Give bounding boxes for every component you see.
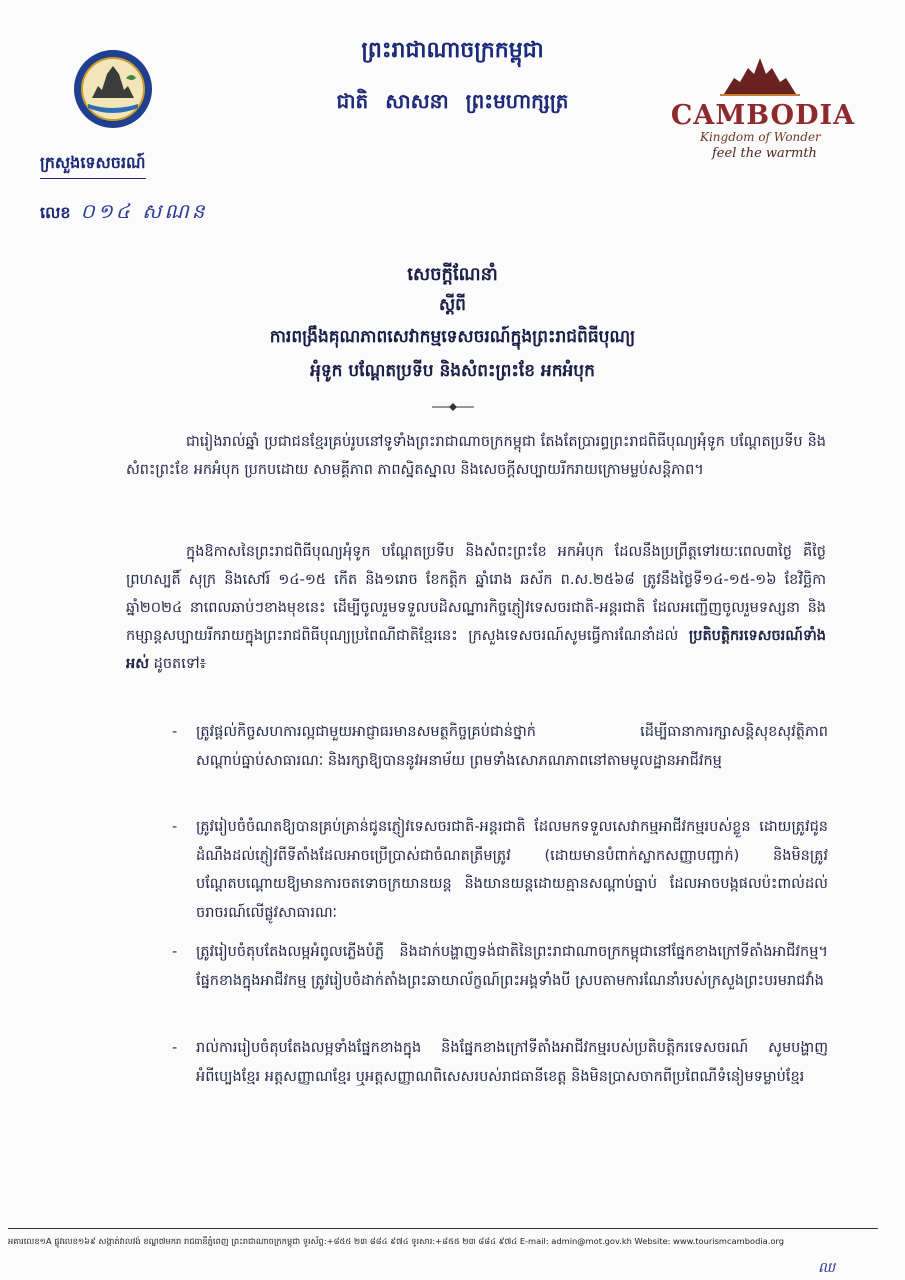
bullet-dash: - — [172, 819, 178, 835]
footer-contact: អគារលេខ១A ផ្លូវលេខ១៦៩ សង្កាត់វាលវង់ ខណ្ឌ៧មករា រាជធានីភ្នំពេញ ព្រះរាជាណាចក្រកម្ពុជា ទូរស័ព្ទ:+៨៥៥ ២៣ ៨៨៤ ៩៧៤ ទូរសារ:+៨៥៥ ២៣ ៨៨៤ ៩៧៤ E-mail: admin@mot.gov.kh Website: www.tourismcambodia.org — [8, 1236, 784, 1246]
footer-divider — [8, 1228, 878, 1229]
reference-prefix: លេខ — [40, 203, 71, 222]
document-subject-line1: ការពង្រឹងគុណភាពសេវាកម្មទេសចរណ៍ក្នុងព្រះរាជពិធីបុណ្យ — [269, 327, 636, 347]
list-item-text: រាល់ការរៀបចំតុបតែងលម្អទាំងផ្នែកខាងក្នុង និងផ្នែកខាងក្រៅទីតាំងអាជីវកម្មរបស់ប្រតិបត្តិករទេសចរណ៍ សូមបង្ហាញអំពីប្បេងខ្មែរ អត្តសញ្ញាណខ្មែរ ឬអត្តសញ្ញាណពិសេសរបស់រាជធានីខេត្ត និងមិនប្រាសចាកពីប្រពៃណីទំនៀមទម្លាប់ខ្មែរ — [196, 1040, 828, 1085]
national-motto: ជាតិ សាសនា ព្រះមហាក្សត្រ — [336, 89, 569, 113]
document-subject-line2: អុំទូក បណ្តែតប្រទីប និងសំពះព្រះខែ អកអំបុក — [310, 361, 595, 381]
list-item — [172, 813, 828, 927]
divider-ornament-icon — [430, 402, 476, 412]
list-item-text: ត្រូវផ្តល់កិច្ចសហការល្អជាមួយអាជ្ញាធរមានសមត្ថកិច្ចគ្រប់ជាន់ថ្នាក់ ដើម្បីធានាការក្សាសន្តិសុខសុវត្ថិភាព សណ្តាប់ធ្នាប់សាធារណៈ និងរក្សាឱ្យបាននូវអនាម័យ ព្រមទាំងសោភណភាពនៅតាមមូលដ្ឋានអាជីវកម្ម — [196, 724, 828, 769]
bullet-dash: - — [172, 944, 178, 960]
list-item — [172, 1034, 828, 1091]
kingdom-heading: ព្រះរាជាណាចក្រកម្ពុជា — [361, 38, 544, 63]
brand-name: CAMBODIA — [670, 100, 856, 131]
occasion-ending: ដូចតទៅ៖ — [149, 656, 207, 672]
title-about: ស្តីពី — [439, 295, 466, 315]
list-item — [172, 718, 828, 775]
intro-paragraph: ជារៀងរាល់ឆ្នាំ ប្រជាជនខ្មែរគ្រប់រូបនៅទូទាំងព្រះរាជាណាចក្រកម្ពុជា តែងតែប្រារព្ធព្រះរាជពិធីបុណ្យអុំទូក បណ្តែតប្រទីប និងសំពះព្រះខែ អកអំបុក ប្រកបដោយ សាមគ្គីភាព ភាពស្និតស្នាល និងសេចក្តីសប្បាយរីករាយក្រោមម្លប់សន្តិភាព។ — [126, 434, 826, 478]
bullet-dash: - — [172, 724, 178, 740]
bullet-dash: - — [172, 1040, 178, 1056]
list-item-text: ត្រូវរៀបចំតុបតែងលម្អអំពូលភ្លើងបំភ្លឺ និងដាក់បង្ហាញទង់ជាតិនៃព្រះរាជាណាចក្រកម្ពុជានៅផ្នែកខាងក្រៅទីតាំងអាជីវកម្ម។ ផ្នែកខាងក្នុងអាជីវកម្ម ត្រូវរៀបចំដាក់តាំងព្រះឆាយាល័ក្ខណ៍ព្រះអង្គទាំងបី ស្របតាមការណែនាំរបស់ក្រសួងព្រះបរមរាជវាំង — [196, 944, 828, 989]
occasion-text: ក្នុងឱកាសនៃព្រះរាជពិធីបុណ្យអុំទូក បណ្តែតប្រទីប និងសំពះព្រះខែ អកអំបុក ដែលនឹងប្រព្រឹត្តទៅរយៈពេល៣ថ្ងៃ គឺថ្ងៃព្រហស្បតិ៍ សុក្រ និងសៅរ៍ ១៤-១៥ កើត និង១រោច ខែកត្តិក ឆ្នាំរោង ឆស័ក ព.ស.២៥៦៨ ត្រូវនឹងថ្ងៃទី១៤-១៥-១៦ ខែវិច្ឆិកា ឆ្នាំ២០២៤ នាពេលឆាប់ៗខាងមុខនេះ ដើម្បីចូលរួមទទួលបដិសណ្ឋារកិច្ចភ្ញៀវទេសចរជាតិ-អន្តរជាតិ ដែលអញ្ជើញចូលរួមទស្សនា និងកម្សាន្តសប្បាយរីករាយក្នុងព្រះរាជពិធីបុណ្យប្រពៃណីជាតិខ្មែរនេះ ក្រសួងទេសចរណ៍សូមធ្វើការណែនាំដល់ — [126, 544, 826, 644]
brand-tagline: Kingdom of Wonder — [700, 130, 821, 144]
reference-number-value: ០១៤ សណន — [80, 199, 208, 223]
occasion-paragraph — [126, 538, 826, 678]
reference-number — [40, 198, 207, 228]
document-type-title: សេចក្តីណែនាំ — [407, 264, 498, 285]
angkor-wat-logo-icon — [720, 56, 800, 96]
ministry-name: ក្រសួងទេសចរណ៍ — [40, 152, 146, 179]
handwritten-mark: ឈ — [818, 1260, 836, 1276]
list-item-text: ត្រូវរៀបចំចំណតឱ្យបានគ្រប់គ្រាន់ជូនភ្ញៀវទេសចរជាតិ-អន្តរជាតិ ដែលមកទទួលសេវាកម្មអាជីវកម្មរបស់ខ្លួន ដោយត្រូវជូនដំណឹងដល់ភ្ញៀវពីទីតាំងដែលអាចប្រើប្រាស់ជាចំណតត្រឹមត្រូវ (ដោយមានបំពាក់ស្លាកសញ្ញាបញ្ជាក់) និងមិនត្រូវបណ្តែតបណ្តោយឱ្យមានការចតទោចក្រយានយន្ត និងយានយន្តដោយគ្មានសណ្តាប់ធ្នាប់ ដែលអាចបង្កផលប៉ះពាល់ដល់ចរាចរណ៍លើផ្លូវសាធារណៈ — [196, 819, 828, 921]
list-item — [172, 938, 828, 995]
ministry-seal-icon — [72, 48, 154, 130]
addressee: ប្រតិបត្តិករទេសចរណ៍ទាំងអស់ — [126, 628, 826, 672]
brand-slogan: feel the warmth — [712, 146, 817, 161]
